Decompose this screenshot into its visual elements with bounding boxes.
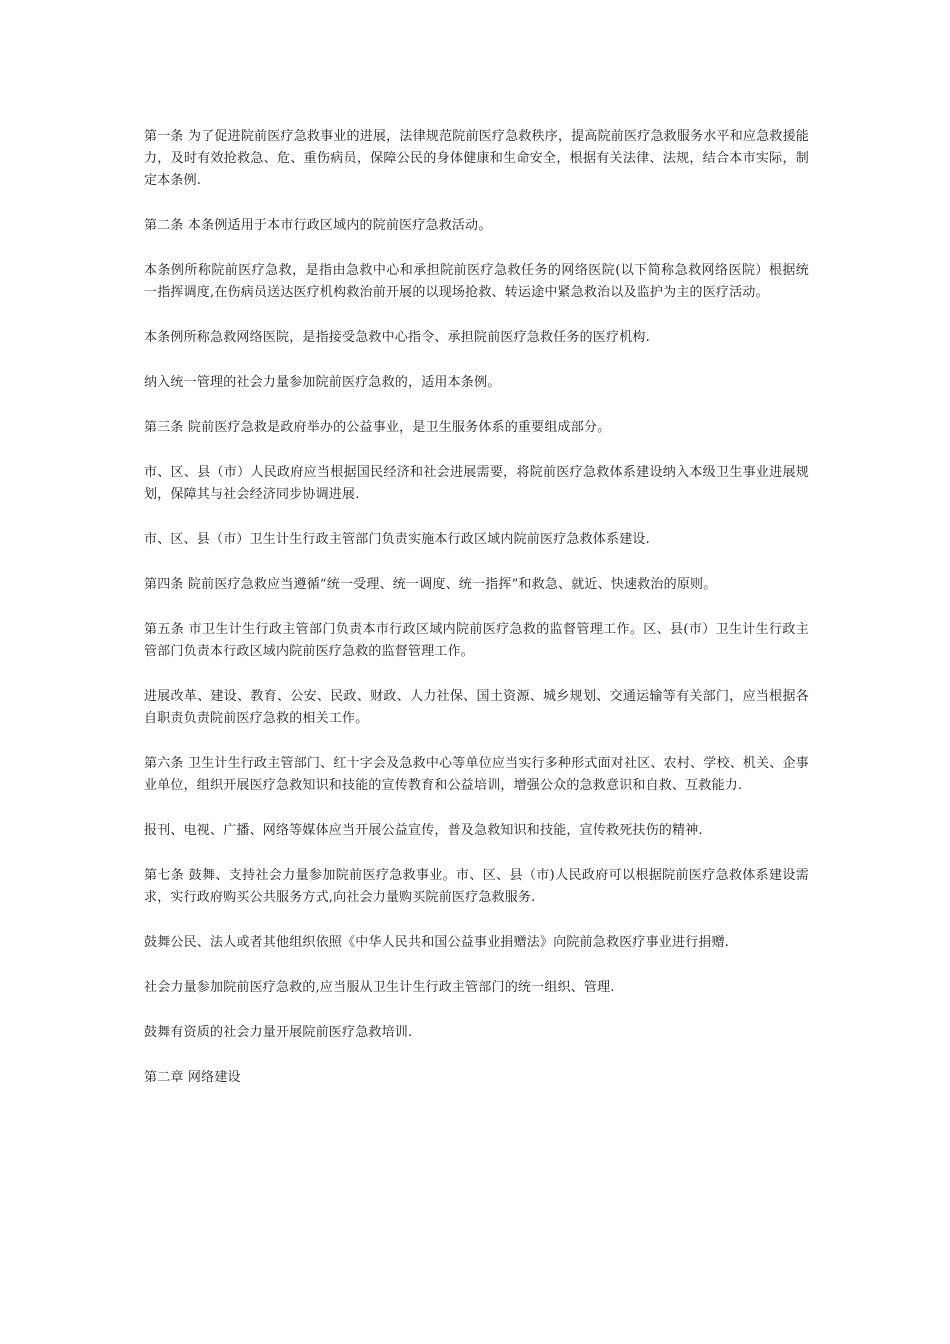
paragraph-media-publicity: 报刊、电视、广播、网络等媒体应当开展公益宣传，普及急救知识和技能，宣传救死扶伤的精神. xyxy=(144,823,703,838)
paragraph-donations: 鼓舞公民、法人或者其他组织依照《中华人民共和国公益事业捐赠法》向院前急救医疗事业进行捐赠. xyxy=(144,935,730,950)
paragraph-article-6: 第六条 卫生计生行政主管部门、红十字会及急救中心等单位应当实行多种形式面对社区、农村、学校、机关、企事业单位，组织开展医疗急救知识和技能的宣传教育和公益培训，增强公众的急救意识和自救、互救能力. xyxy=(144,756,809,793)
paragraph-related-departments: 进展改革、建设、教育、公安、民政、财政、人力社保、国土资源、城乡规划、交通运输等有关部门，应当根据各自职责负责院前医疗急救的相关工作。 xyxy=(144,689,809,726)
paragraph-government-planning: 市、区、县（市）人民政府应当根据国民经济和社会进展需要，将院前医疗急救体系建设纳入本级卫生事业进展规划，保障其与社会经济同步协调进展. xyxy=(144,465,809,502)
paragraph-social-forces-management: 社会力量参加院前医疗急救的,应当服从卫生计生行政主管部门的统一组织、管理. xyxy=(144,980,615,995)
document-body xyxy=(144,126,809,1112)
paragraph-definition-prehospital: 本条例所称院前医疗急救，是指由急救中心和承担院前医疗急救任务的网络医院(以下简称急救网络医院）根据统一指挥调度,在伤病员送达医疗机构救治前开展的以现场抢救、转运途中紧急救治以及监护为主的医疗活动。 xyxy=(144,263,809,300)
paragraph-health-department-duty: 市、区、县（市）卫生计生行政主管部门负责实施本行政区域内院前医疗急救体系建设. xyxy=(144,532,650,547)
paragraph-article-3: 第三条 院前医疗急救是政府举办的公益事业，是卫生服务体系的重要组成部分。 xyxy=(144,420,611,435)
paragraph-definition-network-hospital: 本条例所称急救网络医院，是指接受急救中心指令、承担院前医疗急救任务的医疗机构. xyxy=(144,330,650,345)
paragraph-article-4: 第四条 院前医疗急救应当遵循“统一受理、统一调度、统一指挥”和救急、就近、快速救治的原则。 xyxy=(144,577,717,592)
paragraph-article-2: 第二条 本条例适用于本市行政区域内的院前医疗急救活动。 xyxy=(144,218,492,233)
paragraph-social-forces-scope: 纳入统一管理的社会力量参加院前医疗急救的，适用本条例。 xyxy=(144,375,501,390)
paragraph-article-1: 第一条 为了促进院前医疗急救事业的进展，法律规范院前医疗急救秩序，提高院前医疗急救服务水平和应急救援能力，及时有效抢救急、危、重伤病员，保障公民的身体健康和生命安全，根据有关法律、法规，结合本市实际，制定本条例. xyxy=(144,129,809,188)
paragraph-article-7: 第七条 鼓舞、支持社会力量参加院前医疗急救事业。市、区、县（市)人民政府可以根据院前医疗急救体系建设需求，实行政府购买公共服务方式,向社会力量购买院前医疗急救服务. xyxy=(144,868,809,905)
chapter-2-heading: 第二章 网络建设 xyxy=(144,1070,241,1085)
paragraph-article-5: 第五条 市卫生计生行政主管部门负责本市行政区域内院前医疗急救的监督管理工作。区、县(市）卫生计生行政主管部门负责本行政区域内院前医疗急救的监督管理工作。 xyxy=(144,622,809,659)
paragraph-training: 鼓舞有资质的社会力量开展院前医疗急救培训. xyxy=(144,1025,413,1040)
